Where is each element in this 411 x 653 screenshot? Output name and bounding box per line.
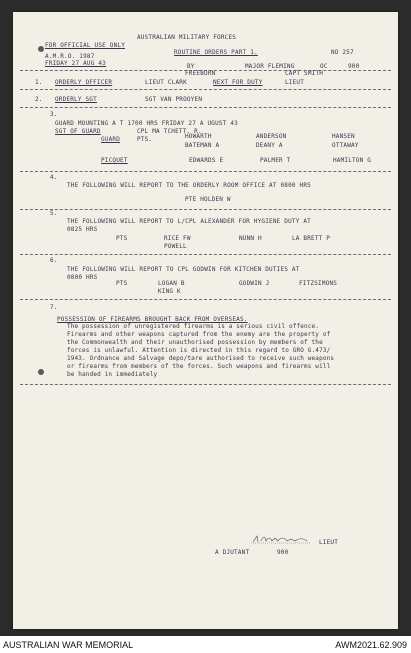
picquet-label: PICQUET [101, 157, 128, 164]
item7-line: or firearms from members of the forces. Such weapons and firearms will [67, 363, 331, 370]
item-number: 4. [50, 174, 58, 181]
item7-heading: POSSESSION OF FIREARMS BROUGHT BACK FROM OVERSEAS. [57, 316, 248, 323]
guard-name: HANSEN [332, 133, 355, 140]
item6-pts: PTS [116, 280, 128, 287]
next-for-duty-value: LIEUT [285, 79, 305, 86]
guard-name: ANDERSON [256, 133, 287, 140]
picquet-name: PALMER T [260, 157, 291, 164]
item7-line: be handed in immediately [67, 371, 158, 378]
item4-text: THE FOLLOWING WILL REPORT TO THE ORDERLY ROOM OFFICE AT 0800 HRS [67, 182, 311, 189]
item6-text: THE FOLLOWING WILL REPORT TO CPL GODWIN FOR KITCHEN DUTIES AT [67, 266, 300, 273]
adjutant-label: A DJUTANT [215, 549, 250, 556]
freeburn-annotation: FREEBURN [185, 70, 216, 77]
orderly-sgt-label: ORDERLY SGT [55, 96, 97, 103]
unit-number: 900 [348, 63, 360, 70]
item7-line: The possession of unregistered firearms is a serious civil offence. [67, 323, 320, 330]
item4-name: PTE HOLDEN W [185, 196, 231, 203]
divider [20, 384, 391, 385]
next-for-duty-label: NEXT FOR DUTY [213, 79, 263, 86]
order-date: FRIDAY 27 AUG 43 [45, 60, 106, 67]
by-name: MAJOR FLEMING [245, 63, 295, 70]
punch-hole [38, 369, 44, 375]
guard-name: BATEMAN A [185, 142, 220, 149]
item6-time: 0800 HRS [67, 274, 98, 281]
item6-name: GODWIN J [239, 280, 270, 287]
item-number: 5. [50, 210, 58, 217]
archive-footer [0, 636, 411, 653]
item7-line: Firearms and other weapons captured from the enemy are the property of [67, 331, 331, 338]
divider [20, 299, 391, 300]
item5-name: LA BRETT P [292, 235, 331, 242]
divider [20, 171, 391, 172]
punch-hole [38, 46, 44, 52]
item7-line: the Commonwealth and their unauthorised possession by members of the [67, 339, 323, 346]
divider [20, 89, 391, 90]
item-number: 6. [50, 257, 58, 264]
guard-name: HOWARTH [185, 133, 212, 140]
orderly-officer-label: ORDERLY OFFICER [55, 79, 113, 86]
item5-pts: PTS [116, 235, 128, 242]
handwritten-signature [251, 534, 311, 544]
document-page [13, 12, 398, 629]
divider [20, 107, 391, 108]
sgt-of-guard-value: CPL MA TCHETT. R. [137, 128, 202, 135]
item-number: 3. [50, 111, 58, 118]
item-number: 7. [50, 304, 58, 311]
item7-line: 1943. Ordnance and Salvage depo/tare authorised to receive such weapons [67, 355, 335, 362]
amro-reference: A.M.R.O. 1987 [45, 53, 95, 60]
guard-name: DEANY A [256, 142, 283, 149]
item6-name: LOGAN B [158, 280, 185, 287]
guard-mounting-line: GUARD MOUNTING A T 1700 HRS FRIDAY 27 A UGUST 43 [55, 120, 238, 127]
picquet-name: EDWARDS E [189, 157, 224, 164]
guard-label: GUARD [101, 136, 121, 143]
oc-label: OC [320, 63, 328, 70]
item5-name: NUNN H [239, 235, 262, 242]
item5-text: THE FOLLOWING WILL REPORT TO L/CPL ALEXANDER FOR HYGIENE DUTY AT [67, 218, 311, 225]
item6-name: FITZSIMONS [299, 280, 338, 287]
footer-accession-number: AWM2021.62.909 [335, 640, 407, 650]
capt-smith-annotation: CAPT SMITH [285, 70, 324, 77]
by-label: BY [187, 63, 195, 70]
routine-orders-heading: ROUTINE ORDERS PART 1. [174, 49, 258, 56]
adjutant-unit: 900 [277, 549, 289, 556]
orderly-sgt-value: SGT VAN PROOYEN [145, 96, 203, 103]
footer-institution: AUSTRALIAN WAR MEMORIAL [3, 640, 134, 650]
item5-time: 0825 HRS [67, 226, 98, 233]
divider [20, 254, 391, 255]
guard-pts: PTS. [137, 136, 153, 143]
item5-name: POWELL [164, 243, 187, 250]
item6-name: KING K [158, 288, 181, 295]
document-title: AUSTRALIAN MILITARY FORCES [137, 34, 237, 41]
item5-name: RICE FW [164, 235, 191, 242]
classification: FOR OFFICIAL USE ONLY [45, 42, 126, 49]
orderly-officer-value: LIEUT CLARK [145, 79, 187, 86]
divider [20, 209, 391, 210]
guard-name: OTTAWAY [332, 142, 359, 149]
item7-line: forces is unlawful. Attention is directed in this regard to GRO G.473/ [67, 347, 331, 354]
order-number: NO 257 [331, 49, 354, 56]
item-number: 2. [35, 96, 43, 103]
picquet-name: HAMILTON G [333, 157, 372, 164]
signature-rank: LIEUT [319, 539, 339, 546]
item-number: 1. [35, 79, 43, 86]
sgt-of-guard-label: SGT OF GUARD [55, 128, 101, 135]
